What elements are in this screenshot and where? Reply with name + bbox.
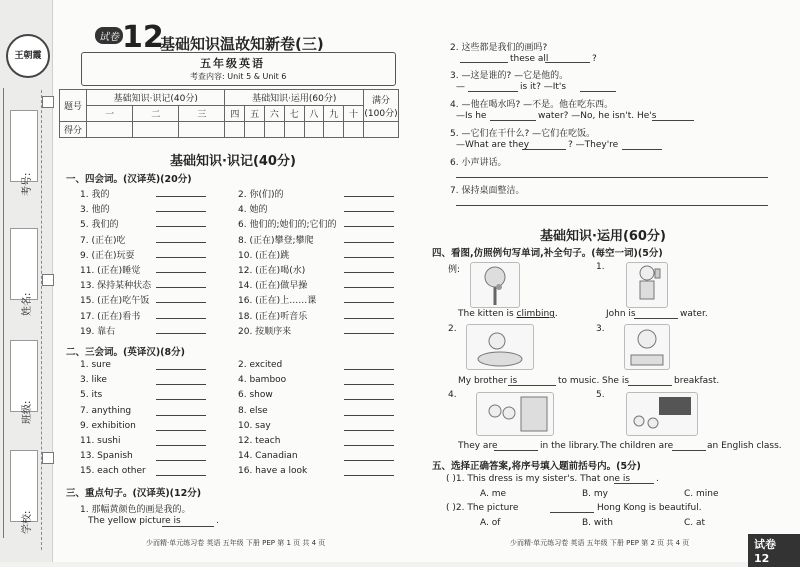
vocab-item: 9. exhibition <box>80 420 136 431</box>
vocab-item: 3. like <box>80 375 107 386</box>
q5-question-1: ( )1. This dress is my sister's. That one is <box>446 474 631 484</box>
score-cell[interactable] <box>245 122 265 138</box>
q3-item-1: 1. 那幅黄颜色的画是我的。 <box>80 505 191 515</box>
paper-tag: 试卷 12 <box>748 534 800 567</box>
answer-line[interactable] <box>344 318 394 319</box>
boy-drinking-picture <box>626 262 668 308</box>
vocab-item: 8. else <box>238 405 268 416</box>
paper-title: 基础知识温故知新卷(三) <box>160 35 324 53</box>
answer-line[interactable] <box>156 287 206 288</box>
paper-scope: 考查内容: Unit 5 & Unit 6 <box>190 72 287 81</box>
answer-line[interactable] <box>344 211 394 212</box>
vocab-item: 13. Spanish <box>80 451 133 462</box>
exam-page: 王朝霞 考号: 姓名: 班级: 学校: 试卷 12 基础知识温故知新卷(三) 五年级英语 考查内容: Unit 5 & Unit 6 题号 基础知识·识记(40分) 基础知识·运用(60分) 满分 (100分) 一 二 三 四 五 六 七 八 九 十 得分 基础知识·识记(40分) 一、四会词。(汉译英)(20分) 1. 我的 2. 你(们)的 3. 他的 4. 她的 5. 我们的 6. 他们的;她们的;它们的 7. (正在)吃 8. (正在)攀登;攀爬 9. (正在)玩耍 10. (正在)跳 11. (正在)睡觉 12. (正在)喝(水) 13. 保持某种状态 14. (正在)做早操 15. (正在)吃午饭 16. (正在)上……课 17. (正在)看书 18. (正在)听音乐 19. 靠右 20. 按顺序来 二、三会词。(英译汉)(8分) 1. sure 2. excited 3. like 4. bamboo 5. its 6. show 7. anything 8. else 9. exhibition 10. say 11. sushi 12. teach 13. Spanish 14. Canadian 15. each other 16. have a look 三、重点句子。(汉译英)(12分) 1. 那幅黄颜色的画是我的。 The yellow picture is . 少而精·单元练习卷 英语 五年级 下册 PEP 第 1 页 共 4 页 2. 这些都是我们的画吗? these all ? 3. —这是谁的? —它是他的。 — is it? —It's 4. —他在喝水吗? —不是。他在吃东西。 —Is he water? —No, he isn't. He's 5. —它们在干什么? —它们在吃饭。 —What are they ? —They're 6. 小声讲话。 7. 保持桌面整洁。 基础知识·运用(60分) 四、看图,仿照例句写单词,补全句子。(每空一词)(5分) 例: 1. The kitten is climbing. John is water. 2. 3. My brother is to music. She is breakfast. 4. 5. They are in the library. The children are an English class. 五、选择正确答案,将序号填入题前括号内。(5分) ( )1. This dress is my sister's. That one is . A. me B. my C. mine ( )2. The picture Hong Kong is beautiful. A. of B. with C. at 少而精·单元练习卷 英语 五年级 下册 PEP 第 2 页 共 4 页 试卷 12 <box>0 0 800 562</box>
q4-number: 1. <box>596 262 605 272</box>
answer-line[interactable] <box>162 526 214 527</box>
name-box[interactable] <box>10 228 38 300</box>
q4-number: 2. <box>448 324 457 334</box>
score-table <box>59 89 399 138</box>
q3-item-3: 3. —这是谁的? —它是他的。 <box>450 71 569 81</box>
option-c[interactable]: C. at <box>684 518 706 528</box>
cut-line <box>41 90 42 550</box>
score-cell[interactable] <box>364 122 399 138</box>
q4-item-4-a: They are <box>458 441 498 451</box>
q4-item-1-a: John is <box>606 309 636 319</box>
q3-item-4: 4. —他在喝水吗? —不是。他在吃东西。 <box>450 100 614 110</box>
answer-line[interactable] <box>456 177 768 178</box>
score-col: 二 <box>133 106 179 122</box>
answer-line[interactable] <box>628 385 672 386</box>
score-cell[interactable] <box>179 122 225 138</box>
vocab-item: 19. 靠右 <box>80 326 116 337</box>
q2-heading: 二、三会词。(英译汉)(8分) <box>66 347 185 358</box>
vocab-item: 3. 他的 <box>80 205 110 216</box>
footer-left: 少而精·单元练习卷 英语 五年级 下册 PEP 第 1 页 共 4 页 <box>146 539 326 547</box>
name-label: 姓名: <box>22 292 33 316</box>
option-a[interactable]: A. me <box>480 489 507 499</box>
answer-line[interactable] <box>468 91 518 92</box>
answer-line[interactable] <box>456 205 768 206</box>
vocab-item: 1. sure <box>80 360 111 370</box>
vocab-item: 16. have a look <box>238 466 308 477</box>
q4-item-5-b: an English class. <box>707 441 782 451</box>
school-label: 学校: <box>22 510 33 534</box>
vocab-item: 1. 我的 <box>80 190 110 200</box>
q4-item-3-b: breakfast. <box>674 376 720 386</box>
q5-question-2-tail: Hong Kong is beautiful. <box>597 503 702 513</box>
option-c[interactable]: C. mine <box>684 489 719 499</box>
score-cell[interactable] <box>324 122 344 138</box>
score-col: 四 <box>225 106 245 122</box>
vocab-item: 14. Canadian <box>238 451 298 462</box>
answer-line[interactable] <box>344 287 394 288</box>
score-cell[interactable] <box>265 122 285 138</box>
answer-line[interactable] <box>508 385 556 386</box>
q3-item-6: 6. 小声讲话。 <box>450 158 507 168</box>
vocab-item: 4. bamboo <box>238 375 287 386</box>
score-cell[interactable] <box>344 122 364 138</box>
vocab-item: 9. (正在)玩耍 <box>80 250 135 261</box>
q5-question-2: ( )2. The picture <box>446 503 519 513</box>
footer-right: 少而精·单元练习卷 英语 五年级 下册 PEP 第 2 页 共 4 页 <box>510 539 690 547</box>
q3-item-2-stem: these all <box>510 54 549 64</box>
answer-line[interactable] <box>156 399 206 400</box>
answer-line[interactable] <box>156 475 206 476</box>
answer-line[interactable] <box>344 445 394 446</box>
answer-line[interactable] <box>156 318 206 319</box>
section-title-left: 基础知识·识记(40分) <box>170 154 296 169</box>
vocab-item: 2. excited <box>238 360 283 370</box>
score-total: 满分 (100分) <box>364 90 399 122</box>
answer-line[interactable] <box>156 242 206 243</box>
answer-line[interactable] <box>490 120 536 121</box>
vocab-item: 11. (正在)睡觉 <box>80 266 141 276</box>
score-row-label: 得分 <box>60 122 87 138</box>
answer-line[interactable] <box>344 460 394 461</box>
vocab-item: 5. 我们的 <box>80 220 119 231</box>
answer-line[interactable] <box>344 196 394 197</box>
answer-line[interactable] <box>652 120 694 121</box>
answer-line[interactable] <box>580 91 616 92</box>
vocab-item: 12. (正在)喝(水) <box>238 266 306 276</box>
answer-line[interactable] <box>156 302 206 303</box>
answer-line[interactable] <box>156 226 206 227</box>
score-head-label: 题号 <box>60 90 87 122</box>
answer-line[interactable] <box>156 272 206 273</box>
answer-line[interactable] <box>344 430 394 431</box>
brand-logo: 王朝霞 <box>6 34 50 78</box>
score-cell[interactable] <box>133 122 179 138</box>
q4-item-3-a: She is <box>602 376 630 386</box>
girl-breakfast-picture <box>624 324 670 370</box>
q3-item-5: 5. —它们在干什么? —它们在吃饭。 <box>450 129 596 139</box>
q1-heading: 一、四会词。(汉译英)(20分) <box>66 174 192 185</box>
q4-number: 3. <box>596 324 605 334</box>
vocab-item: 15. each other <box>80 466 146 477</box>
vocab-item: 18. (正在)听音乐 <box>238 311 308 322</box>
vocab-item: 17. (正在)看书 <box>80 311 141 322</box>
score-cell[interactable] <box>87 122 133 138</box>
answer-line[interactable] <box>550 512 594 513</box>
paper-badge: 试卷 <box>95 27 123 44</box>
paper-number: 12 <box>122 20 164 55</box>
answer-line[interactable] <box>545 62 590 63</box>
q4-example-label: 例: <box>448 265 461 275</box>
seal-mark <box>42 452 54 464</box>
q4-item-4-b: in the library. <box>540 441 600 451</box>
vocab-item: 7. (正在)吃 <box>80 235 126 246</box>
vocab-item: 4. 她的 <box>238 205 268 216</box>
answer-line[interactable] <box>156 369 206 370</box>
q3-item-4-b: water? —No, he isn't. He's <box>538 111 657 121</box>
q3-item-5-a: —What are they <box>456 140 530 150</box>
q4-heading: 四、看图,仿照例句写单词,补全句子。(每空一词)(5分) <box>432 248 663 259</box>
answer-line[interactable] <box>344 369 394 370</box>
score-col: 六 <box>265 106 285 122</box>
answer-line[interactable] <box>156 211 206 212</box>
score-col: 七 <box>284 106 304 122</box>
option-a[interactable]: A. of <box>480 518 501 528</box>
library-picture <box>476 392 554 436</box>
answer-line[interactable] <box>344 302 394 303</box>
class-label: 班级: <box>22 400 33 424</box>
answer-line[interactable] <box>672 450 706 451</box>
boy-listening-picture <box>466 324 534 370</box>
score-cell[interactable] <box>225 122 245 138</box>
q4-item-2-a: My brother is <box>458 376 518 386</box>
vocab-item: 7. anything <box>80 405 132 416</box>
q3-heading: 三、重点句子。(汉译英)(12分) <box>66 488 202 499</box>
vocab-item: 15. (正在)吃午饭 <box>80 296 150 307</box>
answer-line[interactable] <box>156 333 206 334</box>
vocab-item: 6. 他们的;她们的;它们的 <box>238 220 337 231</box>
q3-item-1-stem: The yellow picture is <box>88 516 181 526</box>
vocab-item: 16. (正在)上……课 <box>238 296 317 307</box>
answer-line[interactable] <box>156 257 206 258</box>
score-cell[interactable] <box>284 122 304 138</box>
vocab-item: 12. teach <box>238 436 281 446</box>
q3-item-4-a: —Is he <box>456 111 487 121</box>
answer-line[interactable] <box>460 62 508 63</box>
q4-number: 4. <box>448 390 457 400</box>
answer-line[interactable] <box>622 149 662 150</box>
vocab-item: 10. say <box>238 420 271 431</box>
answer-line[interactable] <box>344 272 394 273</box>
answer-line[interactable] <box>634 318 678 319</box>
seal-mark <box>42 274 54 286</box>
answer-line[interactable] <box>494 450 538 451</box>
q4-item-5-a: The children are <box>600 441 674 451</box>
q4-item-1-b: water. <box>680 309 708 319</box>
vocab-item: 11. sushi <box>80 436 121 446</box>
score-cell[interactable] <box>304 122 324 138</box>
answer-line[interactable] <box>156 384 206 385</box>
vocab-item: 5. its <box>80 390 103 401</box>
seal-mark <box>42 96 54 108</box>
score-col: 八 <box>304 106 324 122</box>
vocab-item: 14. (正在)做早操 <box>238 281 308 292</box>
q5-heading: 五、选择正确答案,将序号填入题前括号内。(5分) <box>432 461 641 472</box>
q3-item-3-b: is it? —It's <box>520 82 567 92</box>
answer-line[interactable] <box>344 257 394 258</box>
q3-item-5-b: ? —They're <box>568 140 619 150</box>
exam-number-label: 考号: <box>22 172 33 196</box>
answer-line[interactable] <box>156 430 206 431</box>
vocab-item: 10. (正在)跳 <box>238 250 290 261</box>
vocab-item: 2. 你(们)的 <box>238 190 284 200</box>
paper-subtitle: 五年级英语 <box>200 57 265 70</box>
answer-line[interactable] <box>344 384 394 385</box>
score-col: 一 <box>87 106 133 122</box>
vocab-item: 13. 保持某种状态 <box>80 281 152 292</box>
score-group-2: 基础知识·运用(60分) <box>225 90 364 106</box>
q4-example-sentence: The kitten is climbing. <box>458 309 558 319</box>
answer-line[interactable] <box>156 460 206 461</box>
score-col: 五 <box>245 106 265 122</box>
classroom-picture <box>626 392 698 436</box>
vocab-item: 20. 按顺序来 <box>238 326 292 337</box>
option-b[interactable]: B. my <box>582 489 608 499</box>
kitten-climbing-picture <box>470 262 520 308</box>
answer-line[interactable] <box>344 399 394 400</box>
score-col: 十 <box>344 106 364 122</box>
q3-item-3-a: — <box>456 82 465 92</box>
answer-line[interactable] <box>344 415 394 416</box>
q4-item-2-b: to music. <box>558 376 600 386</box>
score-col: 九 <box>324 106 344 122</box>
option-b[interactable]: B. with <box>582 518 613 528</box>
answer-line[interactable] <box>344 475 394 476</box>
vocab-item: 8. (正在)攀登;攀爬 <box>238 235 314 246</box>
score-group-1: 基础知识·识记(40分) <box>87 90 225 106</box>
answer-line[interactable] <box>344 333 394 334</box>
answer-line[interactable] <box>156 445 206 446</box>
answer-line[interactable] <box>156 196 206 197</box>
vocab-item: 6. show <box>238 390 273 401</box>
q3-item-2: 2. 这些都是我们的画吗? <box>450 43 548 53</box>
answer-line[interactable] <box>156 415 206 416</box>
q4-number: 5. <box>596 390 605 400</box>
answer-line[interactable] <box>614 483 654 484</box>
score-col: 三 <box>179 106 225 122</box>
answer-line[interactable] <box>522 149 566 150</box>
section-title-right: 基础知识·运用(60分) <box>540 229 666 244</box>
q3-item-7: 7. 保持桌面整洁。 <box>450 186 525 196</box>
answer-line[interactable] <box>344 242 394 243</box>
answer-line[interactable] <box>344 226 394 227</box>
exam-number-box[interactable] <box>10 110 38 182</box>
